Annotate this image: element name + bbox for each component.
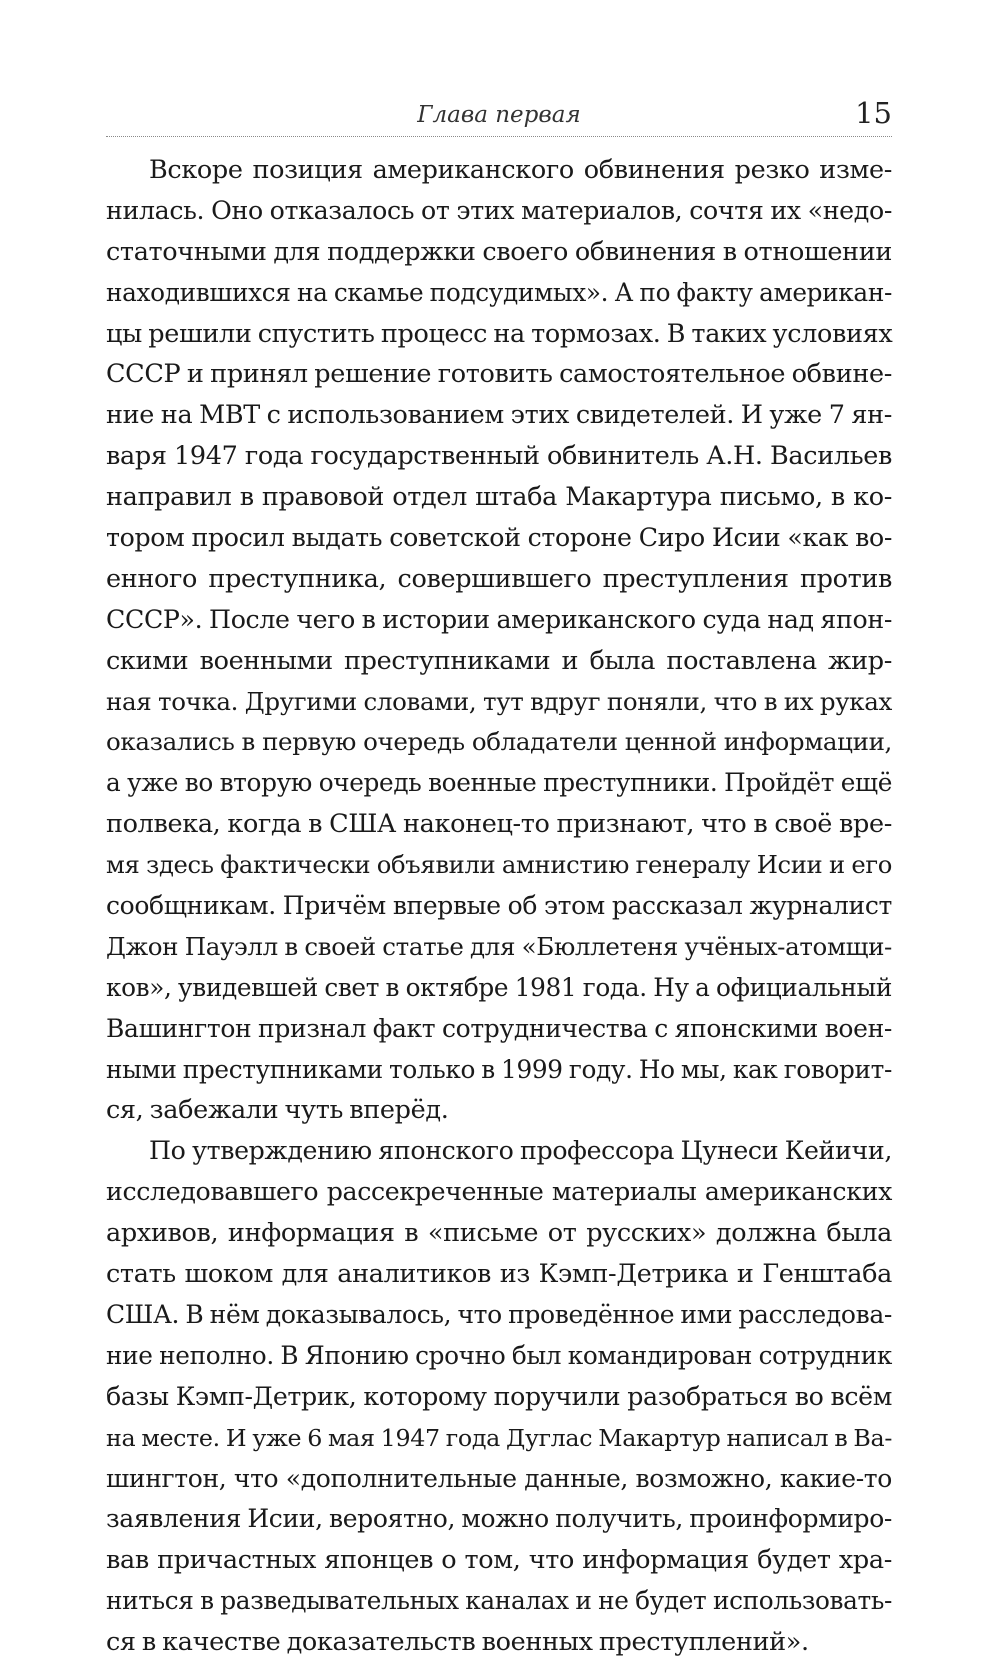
text-line: ся, забежали чуть вперёд. (106, 1095, 449, 1126)
text-line: направил в правовой отдел штаба Макартура письмо, в ко- (106, 482, 892, 513)
text-line: вав причастных японцев о том, что информация будет хра- (106, 1545, 892, 1576)
text-line: ся в качестве доказательств военных преступлений». (106, 1627, 809, 1658)
text-line: мя здесь фактически объявили амнистию генералу Исии и его (106, 850, 892, 880)
text-line: статочными для поддержки своего обвинения в отношении (106, 236, 892, 267)
header-rule (106, 136, 892, 137)
text-line: заявления Исии, вероятно, можно получить, проинформиро- (106, 1504, 892, 1534)
text-line: ными преступниками только в 1999 году. Но мы, как говорит- (106, 1054, 892, 1084)
text-line: цы решили спустить процесс на тормозах. В таких условиях (106, 318, 893, 349)
text-line: оказались в первую очередь обладатели ценной информации, (106, 727, 892, 757)
text-line: а уже во вторую очередь военные преступники. Пройдёт ещё (106, 768, 892, 798)
text-line: шингтон, что «дополнительные данные, возможно, какие-то (106, 1463, 892, 1493)
text-line: По утверждению японского профессора Цунеси Кейичи, (149, 1136, 892, 1166)
text-line: США. В нём доказывалось, что проведённое ими расследова- (106, 1299, 892, 1329)
text-line: Вскоре позиция американского обвинения резко изме- (149, 155, 892, 185)
text-line: ние неполно. В Японию срочно был командирован сотрудник (106, 1340, 892, 1370)
text-line: ниться в разведывательных каналах и не будет использовать- (106, 1586, 892, 1616)
text-line: Вашингтон признал факт сотрудничества с японскими воен- (106, 1013, 892, 1043)
text-block (106, 150, 892, 1663)
text-line: ная точка. Другими словами, тут вдруг поняли, что в их руках (106, 686, 892, 716)
paragraph (106, 150, 892, 1131)
text-line: исследовавшего рассекреченные материалы американских (106, 1177, 892, 1207)
text-line: Джон Пауэлл в своей статье для «Бюллетеня учёных-атомщи- (106, 931, 892, 961)
text-line: варя 1947 года государственный обвинитель А.Н. Васильев (106, 441, 892, 472)
text-line: на месте. И уже 6 мая 1947 года Дуглас Макартур написал в Ва- (106, 1423, 892, 1452)
running-head (106, 96, 892, 140)
text-line: скими военными преступниками и была поставлена жир- (106, 645, 892, 676)
text-line: нилась. Оно отказалось от этих материалов, сочтя их «недо- (106, 195, 892, 225)
text-line: сообщникам. Причём впервые об этом рассказал журналист (106, 891, 892, 921)
page-number: 15 (855, 96, 892, 130)
paragraph (106, 1131, 892, 1663)
text-line: СССР». После чего в истории американского суда над япон- (106, 604, 892, 634)
text-line: базы Кэмп-Детрик, которому поручили разобраться во всём (106, 1381, 892, 1411)
text-line: полвека, когда в США наконец-то признают, что в своё вре- (106, 809, 892, 840)
text-line: СССР и принял решение готовить самостоятельное обвине- (106, 359, 892, 390)
running-title: Глава первая (417, 102, 581, 128)
text-line: ние на МВТ с использованием этих свидетелей. И уже 7 ян- (106, 400, 892, 431)
text-line: енного преступника, совершившего преступления против (106, 563, 892, 594)
text-line: тором просил выдать советской стороне Сиро Исии «как во- (106, 523, 892, 553)
text-line: архивов, информация в «письме от русских» должна была (106, 1218, 892, 1249)
text-line: стать шоком для аналитиков из Кэмп-Детрика и Генштаба (106, 1259, 892, 1290)
text-line: находившихся на скамье подсудимых». А по факту американ- (106, 277, 892, 307)
text-line: ков», увидевшей свет в октябре 1981 года. Ну а официальный (106, 972, 892, 1002)
